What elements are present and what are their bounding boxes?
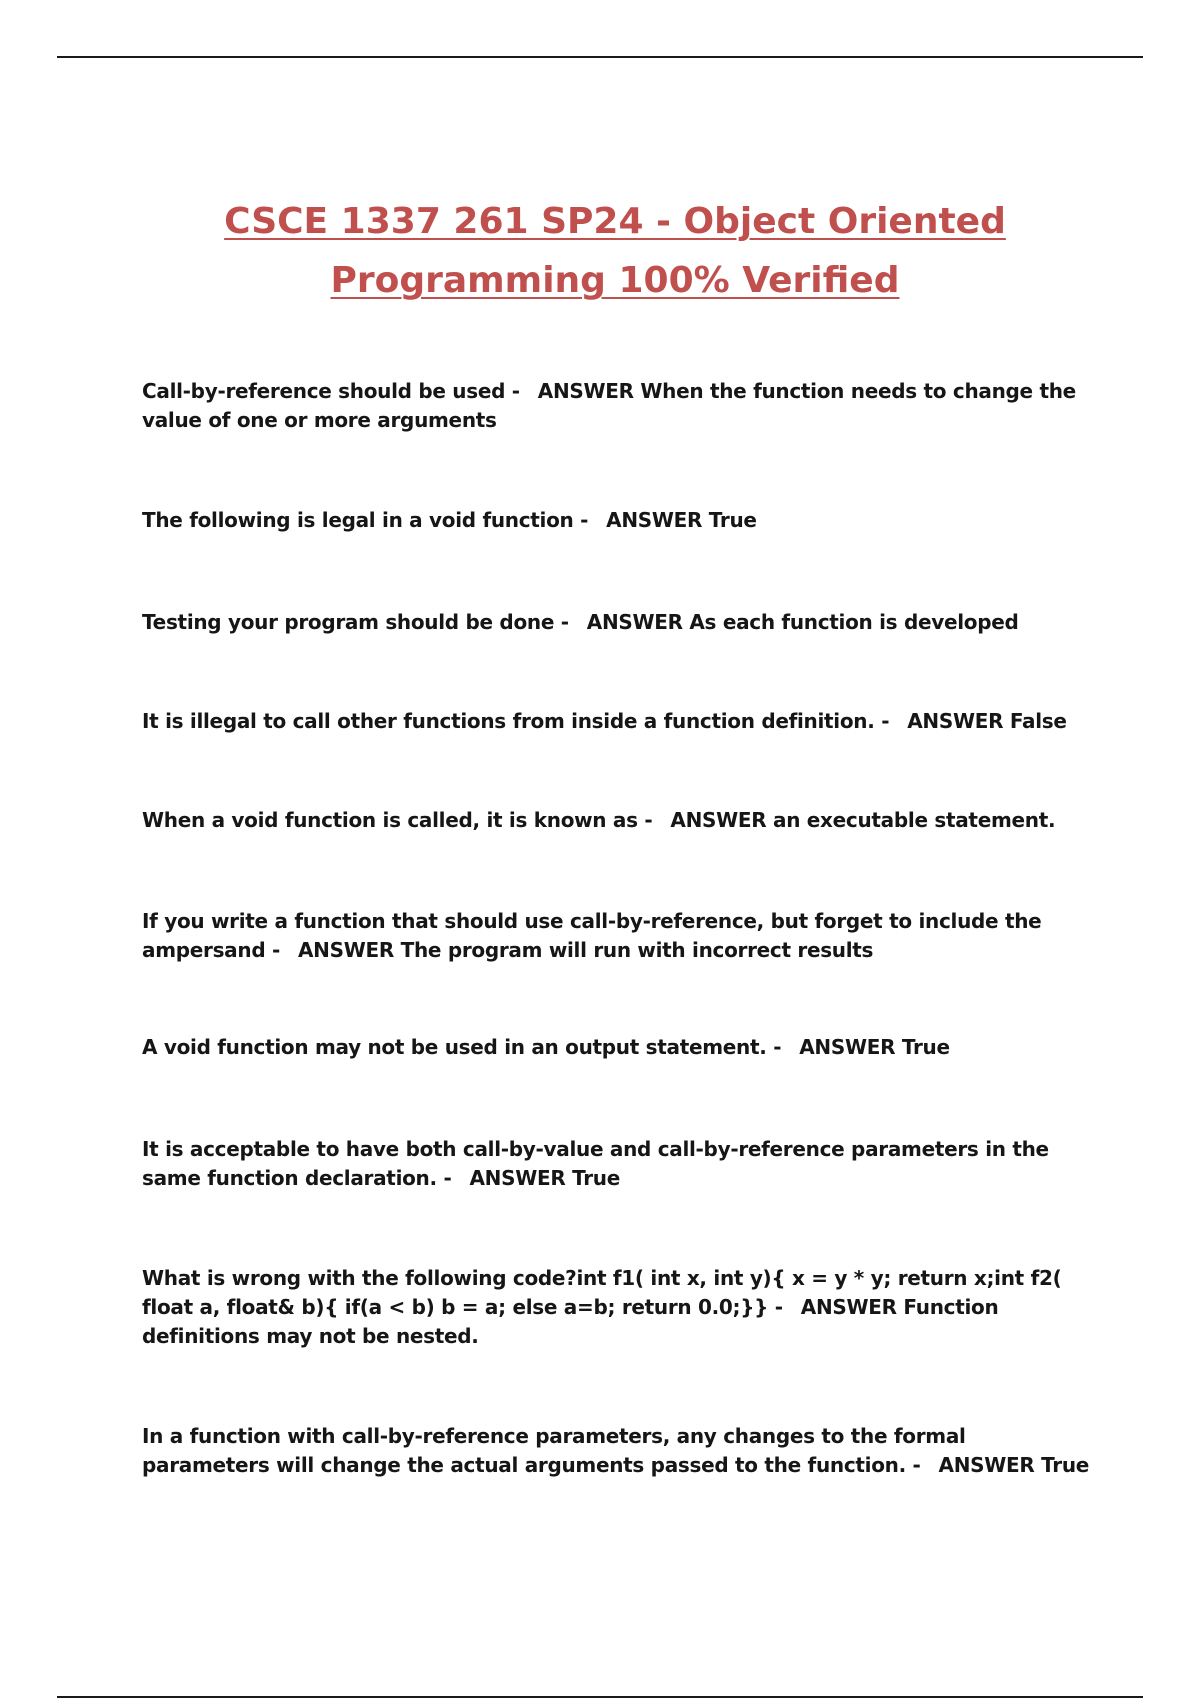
question-text: If you write a function that should use call-by-reference, but forget to include the ampersand -	[142, 909, 1042, 962]
qa-item-9	[142, 1264, 1092, 1351]
question-text: What is wrong with the following code?int f1( int x, int y){ x = y * y; return x;int f2( float a, float& b){ if(a < b) b = a; else a=b; return 0.0;}} -	[142, 1266, 1062, 1319]
question-text: When a void function is called, it is known as -	[142, 808, 653, 832]
header-rule	[57, 56, 1143, 58]
qa-item-7	[142, 1033, 1092, 1062]
qa-item-8	[142, 1135, 1092, 1193]
footer-rule	[57, 1696, 1143, 1698]
question-text: The following is legal in a void function -	[142, 508, 589, 532]
qa-item-1	[142, 377, 1092, 435]
document-title	[120, 192, 1110, 310]
answer-text: ANSWER The program will run with incorrect results	[298, 938, 874, 962]
title-line-2: Programming 100% Verified	[330, 260, 900, 301]
question-text: A void function may not be used in an output statement. -	[142, 1035, 782, 1059]
question-text: In a function with call-by-reference parameters, any changes to the formal parameters will change the actual arguments passed to the function. -	[142, 1424, 966, 1477]
answer-text: ANSWER True	[469, 1166, 620, 1190]
answer-text: ANSWER When the function needs to change the value of one or more arguments	[142, 379, 1076, 432]
answer-text: ANSWER an executable statement.	[670, 808, 1056, 832]
qa-item-2	[142, 506, 1092, 535]
qa-item-4	[142, 707, 1092, 736]
qa-item-6	[142, 907, 1092, 965]
question-text: It is illegal to call other functions from inside a function definition. -	[142, 709, 890, 733]
question-text: Testing your program should be done -	[142, 610, 569, 634]
qa-item-3	[142, 608, 1092, 637]
question-text: Call-by-reference should be used -	[142, 379, 520, 403]
qa-item-5	[142, 806, 1092, 835]
answer-text: ANSWER False	[907, 709, 1067, 733]
qa-item-10	[142, 1422, 1092, 1480]
answer-text: ANSWER As each function is developed	[586, 610, 1019, 634]
title-line-1: CSCE 1337 261 SP24 - Object Oriented	[224, 201, 1006, 242]
question-text: It is acceptable to have both call-by-value and call-by-reference parameters in the same function declaration. -	[142, 1137, 1049, 1190]
answer-text: ANSWER True	[606, 508, 757, 532]
answer-text: ANSWER True	[938, 1453, 1090, 1477]
answer-text: ANSWER True	[799, 1035, 950, 1059]
answer-text: ANSWER Function definitions may not be nested.	[142, 1295, 999, 1348]
